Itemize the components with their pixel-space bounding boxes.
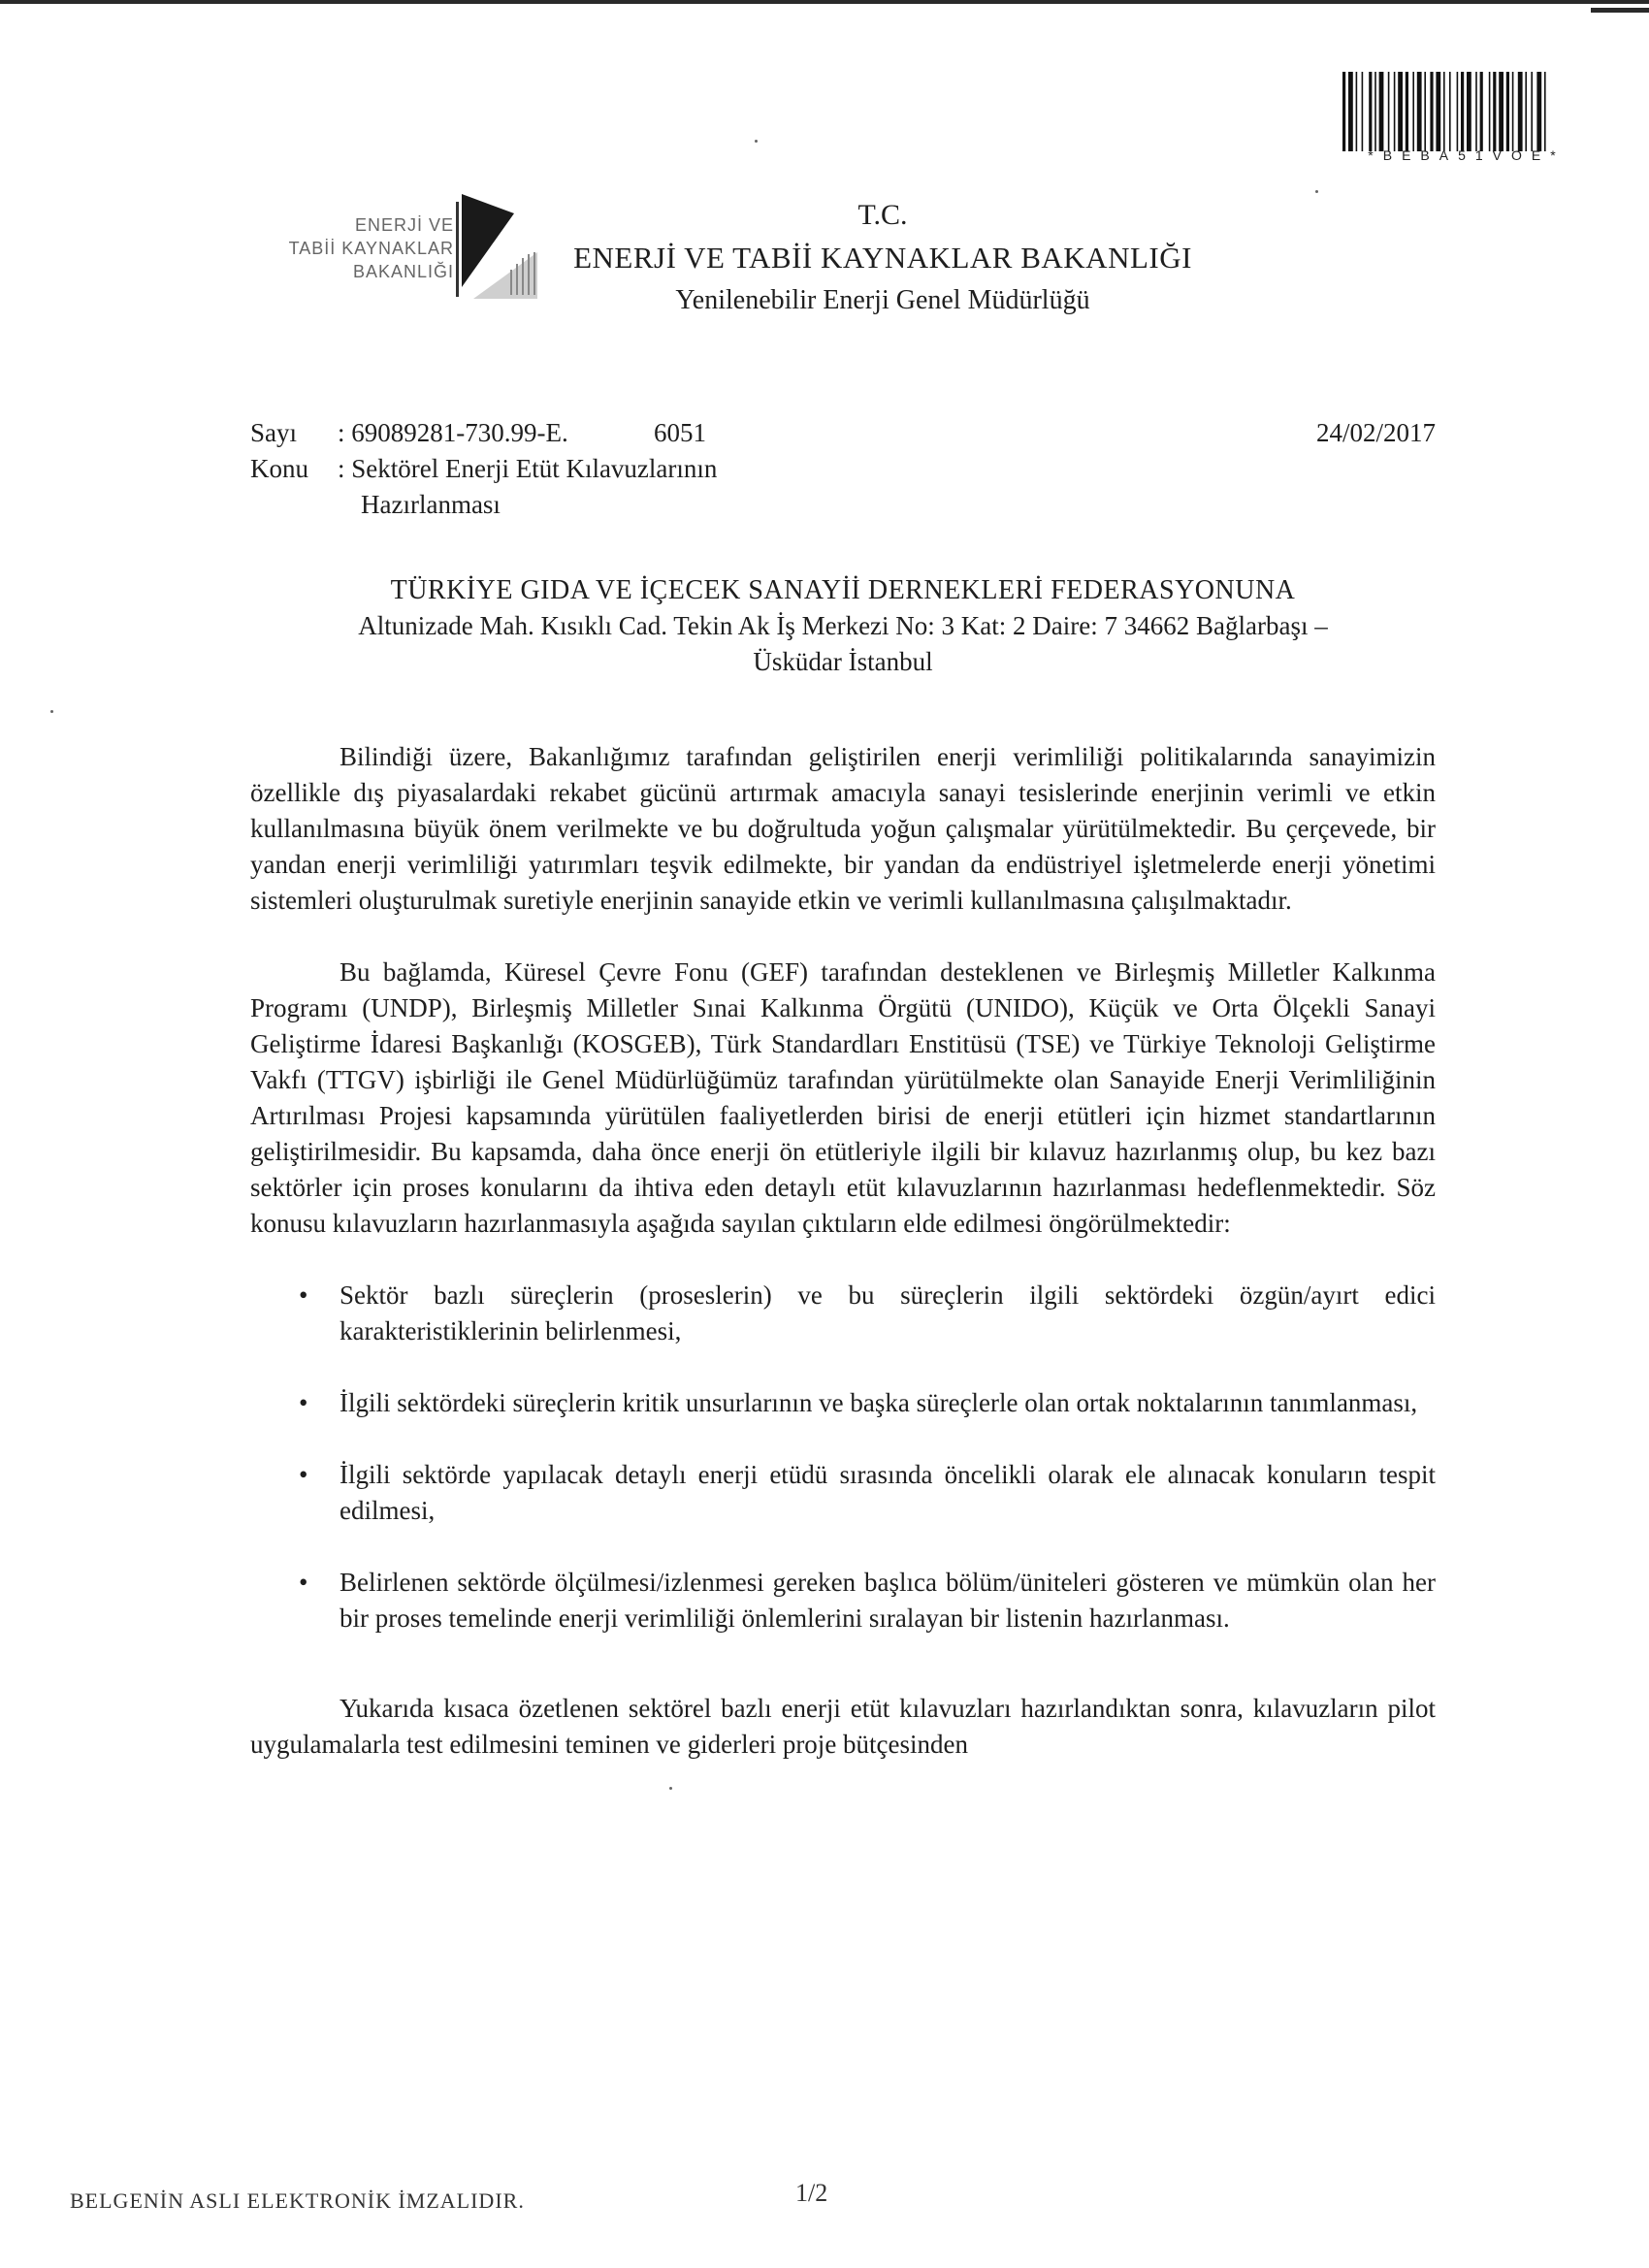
barcode-bar [1475, 72, 1477, 151]
barcode-bar [1342, 72, 1345, 151]
scan-speck [50, 710, 53, 713]
document-meta [250, 415, 1436, 523]
barcode-bar [1467, 72, 1471, 151]
paragraph-2: Bu bağlamda, Küresel Çevre Fonu (GEF) tarafından desteklenen ve Birleşmiş Milletler Kalkınma Programı (UNDP), Birleşmiş Milletler Sınai Kalkınma Örgütü (UNIDO), Küçük ve Orta Ölçekli Sanayi Geliştirme İdaresi Başkanlığı (KOSGEB), Türk Standardları Enstitüsü (TSE) ve Türkiye Teknoloji Geliştirme Vakfı (TTGV) işbirliği ile Genel Müdürlüğümüz tarafından yürütülmekte olan Sanayide Enerji Verimliliğinin Artırılması Projesi kapsamında yürütülen faaliyetlerden birisi de enerji etütleri için hizmet standartlarının geliştirilmesidir. Bu kapsamda, daha önce enerji ön etütleriyle ilgili bir kılavuz hazırlanmış olup, bu kez bazı sektörler için proses konularını da ihtiva eden detaylı etüt kılavuzlarının hazırlanması hedeflenmektedir. Söz konusu kılavuzların hazırlanmasıyla aşağıda sayılan çıktıların elde edilmesi öngörülmektedir: [250, 957, 1436, 1238]
bullet-icon: • [299, 1568, 308, 1597]
list-item-text: İlgili sektörde yapılacak detaylı enerji etüdü sırasında öncelikli olarak ele alınacak konuların tespit edilmesi, [340, 1460, 1436, 1525]
scan-speck [755, 140, 758, 143]
addressee-block [250, 572, 1436, 680]
barcode-bar [1457, 72, 1459, 151]
list-item-text: Sektör bazlı süreçlerin (proseslerin) ve bu süreçlerin ilgili sektördeki özgün/ayırt edici karakteristiklerinin belirlenmesi, [340, 1280, 1436, 1345]
barcode-bar [1518, 72, 1523, 151]
logo-line: TABİİ KAYNAKLAR [288, 239, 454, 258]
output-list [250, 1278, 1436, 1636]
sayi-value: : 69089281-730.99-E. [338, 418, 568, 447]
barcode-bar [1398, 72, 1403, 151]
ministry-name: ENERJİ VE TABİİ KAYNAKLAR BAKANLIĞI [573, 241, 1192, 275]
state-abbrev: T.C. [857, 199, 908, 231]
barcode-bar [1449, 72, 1451, 151]
konu-label: Konu [250, 454, 308, 483]
barcode-bar [1369, 72, 1372, 151]
barcode-bar [1536, 72, 1541, 151]
list-item [250, 1278, 1436, 1349]
barcode-bar [1430, 72, 1433, 151]
list-item [250, 1565, 1436, 1636]
addressee-name: TÜRKİYE GIDA VE İÇECEK SANAYİİ DERNEKLERİ FEDERASYONUNA [390, 575, 1296, 605]
list-item [250, 1457, 1436, 1529]
addressee-address-line-1: Altunizade Mah. Kısıklı Cad. Tekin Ak İş Merkezi No: 3 Kat: 2 Daire: 7 34662 Bağlarbaşı – [358, 611, 1328, 640]
bullet-icon: • [299, 1388, 308, 1417]
ministry-logo-text [211, 213, 454, 283]
bullet-icon: • [299, 1280, 308, 1310]
barcode-bar [1356, 72, 1358, 151]
barcode-bar [1374, 72, 1376, 151]
list-item [250, 1385, 1436, 1421]
logo-line: BAKANLIĞI [352, 262, 454, 281]
paragraph-1: Bilindiği üzere, Bakanlığımız tarafından geliştirilen enerji verimliliği politikalarında sanayimizin özellikle dış piyasalardaki rekabet gücünü artırmak amacıyla sanayi tesislerinde enerjinin verimli ve etkin kullanılmasına büyük önem verilmekte ve bu doğrultuda yoğun çalışmalar yürütülmektedir. Bu çerçevede, bir yandan enerji verimliliği yatırımları teşvik edilmekte, bir yandan da endüstriyel işletmelerde enerji yönetimi sistemleri oluşturulmak suretiyle enerjinin sanayide etkin ve verimli kullanılmasına çalışılmaktadır. [250, 742, 1436, 915]
barcode-bar [1525, 72, 1527, 151]
barcode-bar [1417, 72, 1422, 151]
department-name: Yenilenebilir Enerji Genel Müdürlüğü [675, 285, 1090, 315]
barcode-text: *BEBA51VOE* [1368, 147, 1566, 163]
electronic-signature-notice: BELGENİN ASLI ELEKTRONİK İMZALIDIR. [70, 2188, 525, 2213]
scan-edge-mark [1591, 8, 1649, 13]
barcode-bar [1412, 72, 1414, 151]
barcode-bar [1362, 72, 1364, 151]
paragraph-3: Yukarıda kısaca özetlenen sektörel bazlı enerji etüt kılavuzları hazırlandıktan sonra, kılavuzların pilot uygulamalarla test edilmesini teminen ve giderleri proje bütçesinden [250, 1694, 1436, 1759]
barcode-bar [1480, 72, 1483, 151]
document-date: 24/02/2017 [1315, 418, 1436, 447]
sayi-label: Sayı [250, 418, 298, 447]
ministry-logo-icon [454, 194, 541, 303]
konu-value-continued: Hazırlanması [361, 490, 501, 519]
scan-speck [669, 1787, 672, 1790]
barcode-bar [1406, 72, 1408, 151]
logo-line: ENERJİ VE [354, 215, 454, 235]
barcode-bar [1499, 72, 1504, 151]
bullet-icon: • [299, 1460, 308, 1489]
list-item-text: Belirlenen sektörde ölçülmesi/izlenmesi gereken başlıca bölüm/üniteleri gösteren ve mümkün olan her bir proses temelinde enerji verimliliği önlemlerini sıralayan bir listenin hazırlanması. [340, 1568, 1436, 1633]
list-item-text: İlgili sektördeki süreçlerin kritik unsurlarının ve başka süreçlerle olan ortak noktalarının tanımlanması, [340, 1388, 1418, 1417]
barcode-bar [1489, 72, 1491, 151]
barcode-bar [1544, 72, 1546, 151]
barcode-bar [1531, 72, 1533, 151]
barcode-bar [1493, 72, 1496, 151]
barcode [1342, 72, 1591, 151]
barcode-bar [1348, 72, 1353, 151]
barcode-bar [1424, 72, 1426, 151]
page-number: 1/2 [795, 2179, 828, 2207]
letterhead [543, 194, 1222, 322]
addressee-address-line-2: Üsküdar İstanbul [753, 647, 933, 676]
barcode-bar [1443, 72, 1445, 151]
barcode-bar [1512, 72, 1514, 151]
barcode-bar [1436, 72, 1440, 151]
konu-value: : Sektörel Enerji Etüt Kılavuzlarının [338, 454, 718, 483]
barcode-bar [1461, 72, 1464, 151]
barcode-bar [1379, 72, 1384, 151]
barcode-bar [1388, 72, 1390, 151]
letter-body [250, 739, 1436, 1763]
scan-top-edge [0, 0, 1649, 4]
barcode-bar [1394, 72, 1396, 151]
scan-speck [1315, 190, 1318, 193]
barcode-bar [1506, 72, 1509, 151]
sayi-number: 6051 [654, 418, 706, 447]
